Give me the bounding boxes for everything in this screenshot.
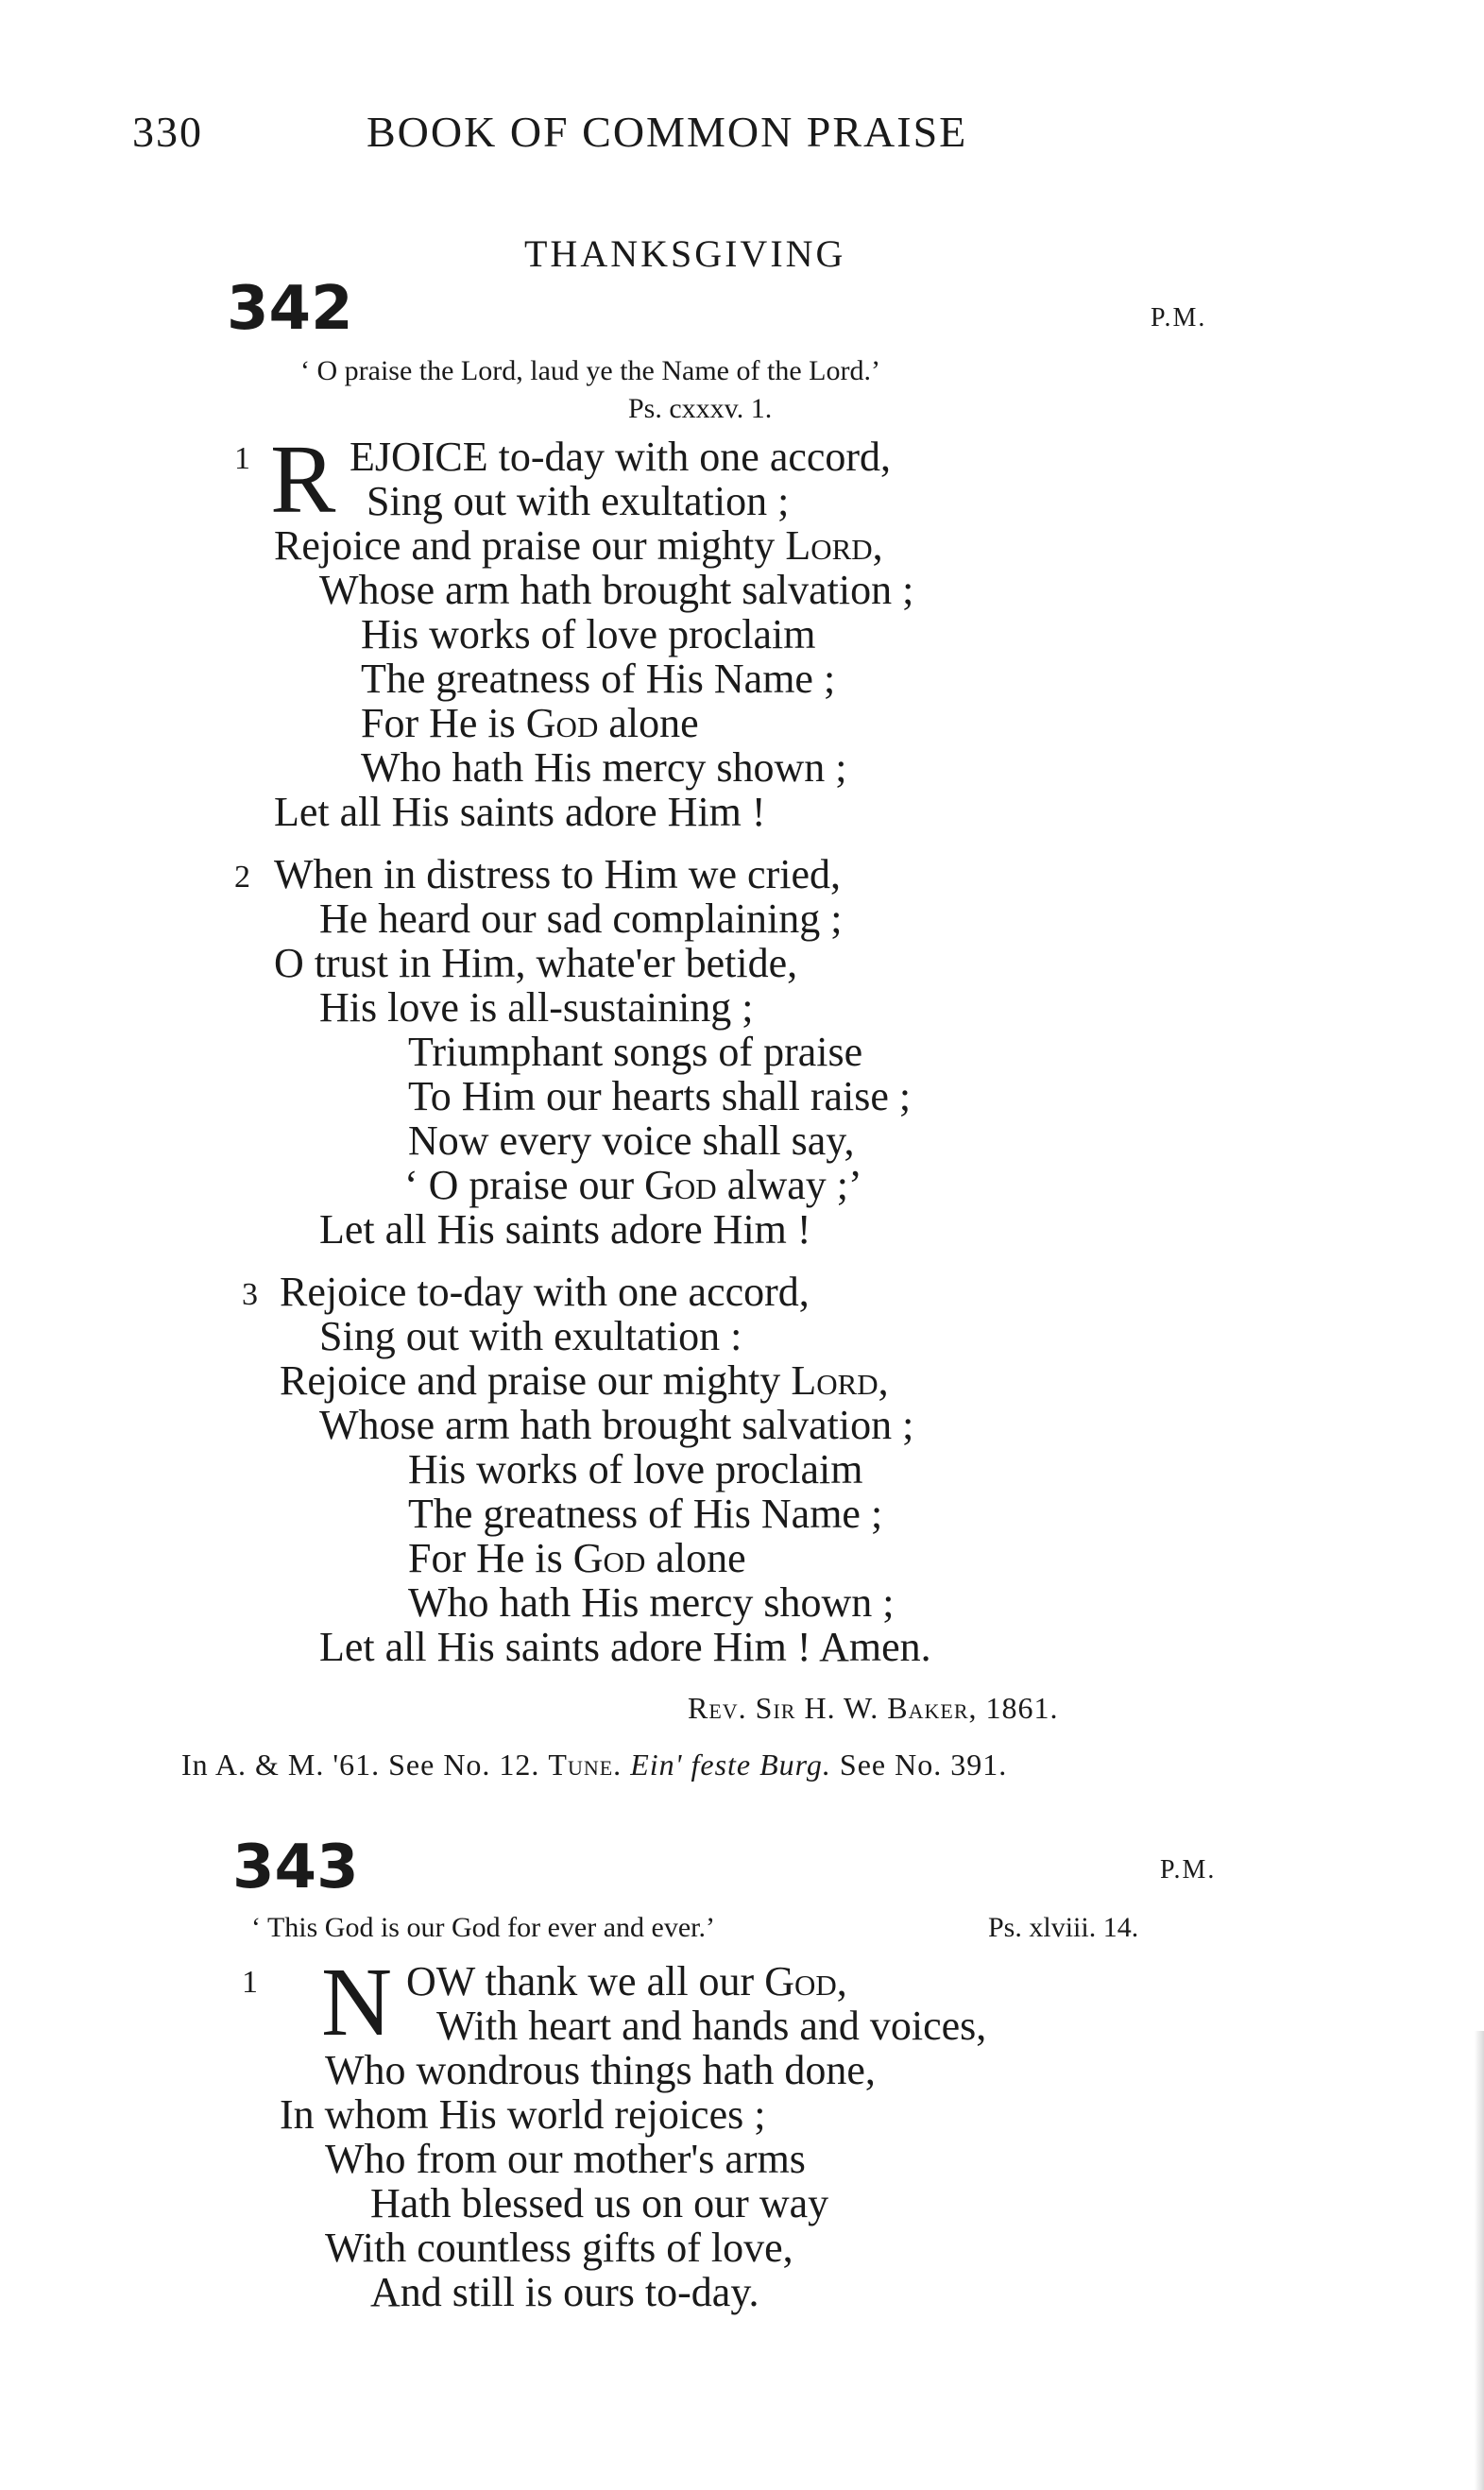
verse-line: To Him our hearts shall raise ; <box>408 1073 912 1119</box>
epigraph-quote: ‘ This God is our God for ever and ever.’ <box>251 1912 715 1943</box>
verse-line: In whom His world rejoices ; <box>280 2091 766 2138</box>
verse-line: ‘ O praise our God alway ;’ <box>404 1162 862 1208</box>
section-heading: THANKSGIVING <box>524 232 846 275</box>
tune-note: In A. & M. '61. See No. 12. Tune. Ein' feste Burg. See No. 391. <box>181 1748 1008 1782</box>
epigraph-reference: Ps. cxxxv. 1. <box>628 393 773 424</box>
page-edge-shadow <box>1475 2031 1484 2490</box>
verse-line: When in distress to Him we cried, <box>274 851 841 897</box>
drop-cap: N <box>321 1948 393 2056</box>
running-title: BOOK OF COMMON PRAISE <box>367 108 968 156</box>
drop-cap: R <box>270 425 336 534</box>
verse-line: For He is God alone <box>361 700 699 746</box>
verse-line: Whose arm hath brought salvation ; <box>319 1402 914 1448</box>
verse-line: For He is God alone <box>408 1535 746 1581</box>
verse-line: He heard our sad complaining ; <box>319 895 843 942</box>
verse-line: His works of love proclaim <box>408 1446 863 1492</box>
verse-number: 1 <box>234 441 250 476</box>
verse-line: Who from our mother's arms <box>325 2136 806 2182</box>
verse-number: 1 <box>242 1965 258 2000</box>
verse-number: 3 <box>242 1277 258 1312</box>
epigraph-quote: ‘ O praise the Lord, laud ye the Name of the Lord.’ <box>300 355 880 386</box>
verse-line: Sing out with exultation : <box>319 1313 742 1359</box>
verse-line: Rejoice and praise our mighty Lord, <box>280 1357 889 1404</box>
verse-line: Who hath His mercy shown ; <box>408 1579 895 1626</box>
meter-label: P.M. <box>1160 1855 1217 1885</box>
verse-line: Hath blessed us on our way <box>370 2180 829 2226</box>
verse-line: Rejoice and praise our mighty Lord, <box>274 522 883 569</box>
verse-line: EJOICE to-day with one accord, <box>350 434 892 480</box>
verse-number: 2 <box>234 860 250 895</box>
verse-line: Let all His saints adore Him ! <box>319 1206 811 1253</box>
verse-line: And still is ours to-day. <box>370 2269 759 2315</box>
hymn-number: 343 <box>232 1833 359 1902</box>
verse-line: Triumphant songs of praise <box>408 1029 863 1075</box>
verse-line: Let all His saints adore Him ! <box>274 789 766 835</box>
page-number: 330 <box>132 108 203 156</box>
verse-line: The greatness of His Name ; <box>408 1491 883 1537</box>
meter-label: P.M. <box>1151 303 1207 333</box>
verse-line: Who wondrous things hath done, <box>325 2047 876 2093</box>
verse-line: The greatness of His Name ; <box>361 656 836 702</box>
verse-line: Rejoice to-day with one accord, <box>280 1269 810 1315</box>
verse-line: His love is all-sustaining ; <box>319 984 754 1031</box>
verse-line: With countless gifts of love, <box>325 2225 793 2271</box>
hymn-number: 342 <box>227 274 353 344</box>
verse-line: O trust in Him, whate'er betide, <box>274 940 798 986</box>
verse-line: Now every voice shall say, <box>408 1117 855 1164</box>
verse-line: Let all His saints adore Him ! Amen. <box>319 1624 931 1670</box>
epigraph-reference: Ps. xlviii. 14. <box>988 1912 1139 1943</box>
verse-line: With heart and hands and voices, <box>436 2003 987 2049</box>
verse-line: OW thank we all our God, <box>406 1958 847 2004</box>
verse-line: His works of love proclaim <box>361 611 816 657</box>
author-attribution: Rev. Sir H. W. Baker, 1861. <box>688 1691 1059 1725</box>
verse-line: Sing out with exultation ; <box>367 478 790 524</box>
verse-line: Who hath His mercy shown ; <box>361 744 847 791</box>
verse-line: Whose arm hath brought salvation ; <box>319 567 914 613</box>
